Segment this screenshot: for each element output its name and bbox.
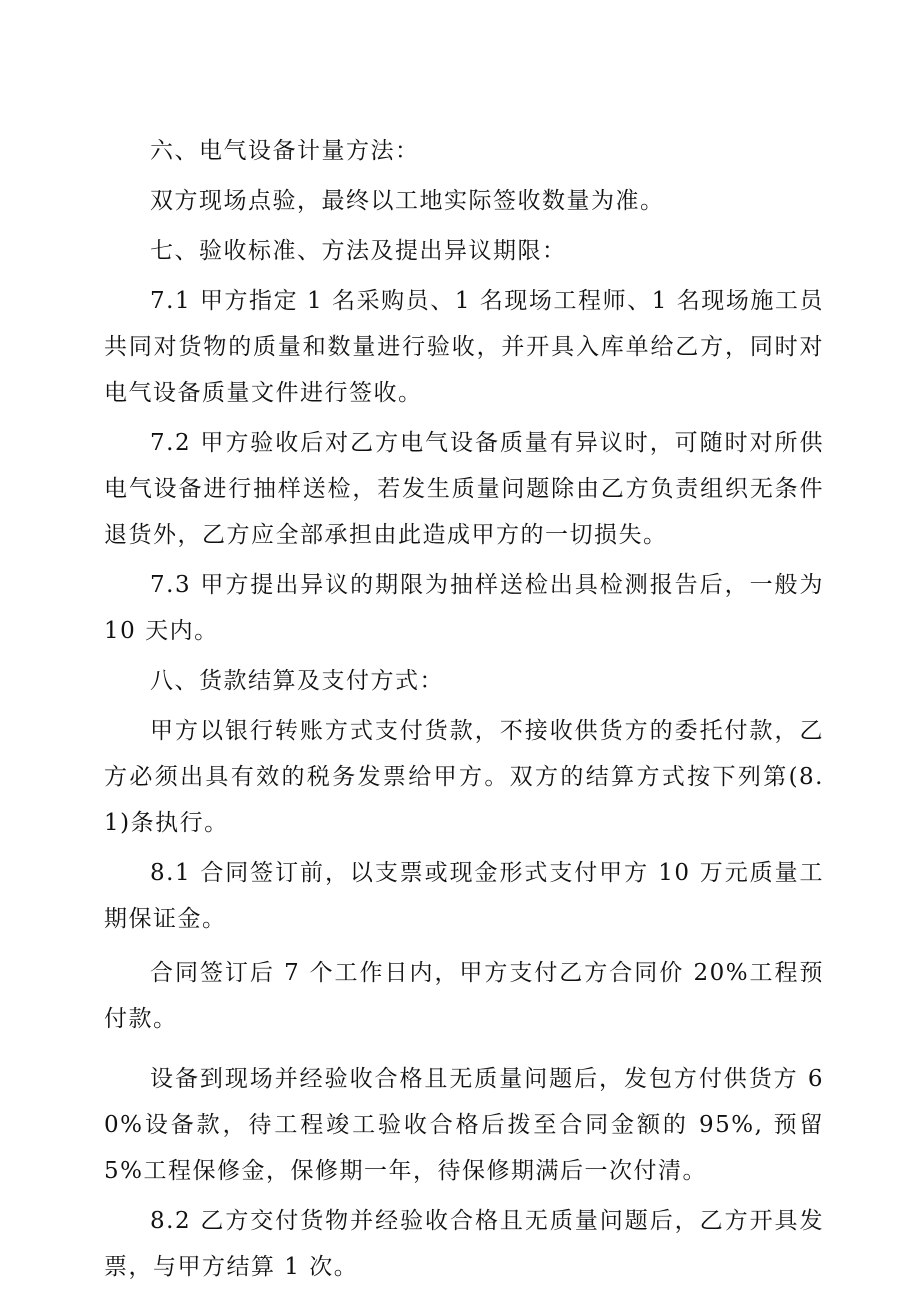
document-body xyxy=(104,128,824,1290)
clause-7-2: 7.2 甲方验收后对乙方电气设备质量有异议时，可随时对所供电气设备进行抽样送检，若发生质量问题除由乙方负责组织无条件退货外，乙方应全部承担由此造成甲方的一切损失。 xyxy=(104,430,824,548)
clause-7-1: 7.1 甲方指定 1 名采购员、1 名现场工程师、1 名现场施工员共同对货物的质量和数量进行验收，并开具入库单给乙方，同时对电气设备质量文件进行签收。 xyxy=(104,288,824,406)
paragraph: 设备到现场并经验收合格且无质量问题后，发包方付供货方 60%设备款，待工程竣工验收合格后拨至合同金额的 95%, 预留 5%工程保修金，保修期一年，待保修期满后一次付清。 xyxy=(104,1066,824,1184)
clause-8-1: 8.1 合同签订前，以支票或现金形式支付甲方 10 万元质量工期保证金。 xyxy=(104,860,824,932)
clause-7-3: 7.3 甲方提出异议的期限为抽样送检出具检测报告后，一般为 10 天内。 xyxy=(104,572,824,644)
section-heading-8: 八、货款结算及支付方式： xyxy=(150,668,444,694)
paragraph: 甲方以银行转账方式支付货款，不接收供货方的委托付款，乙方必须出具有效的税务发票给甲方。双方的结算方式按下列第(8.1)条执行。 xyxy=(104,718,824,836)
clause-8-2: 8.2 乙方交付货物并经验收合格且无质量问题后，乙方开具发票，与甲方结算 1 次。 xyxy=(104,1208,824,1280)
section-heading-6: 六、电气设备计量方法： xyxy=(150,138,420,164)
paragraph: 双方现场点验，最终以工地实际签收数量为准。 xyxy=(150,188,665,214)
section-heading-7: 七、验收标准、方法及提出异议期限： xyxy=(150,238,567,264)
paragraph: 合同签订后 7 个工作日内，甲方支付乙方合同价 20%工程预付款。 xyxy=(104,960,824,1032)
